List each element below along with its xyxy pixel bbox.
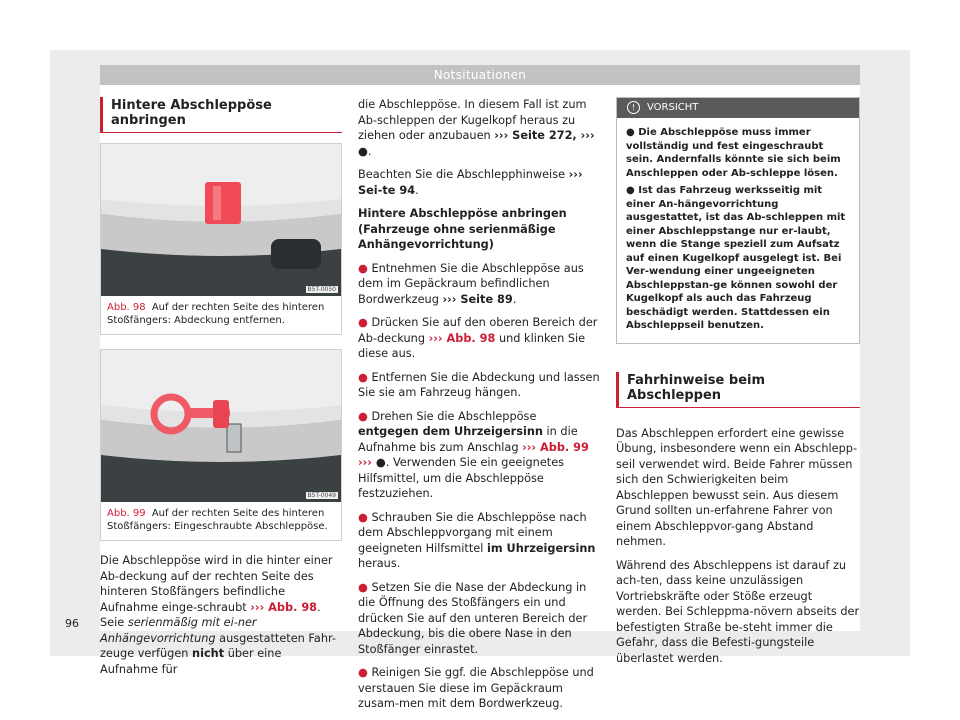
bullet-icon: ●: [358, 316, 368, 329]
text-run: Schrauben Sie die Abschleppöse nach dem Abschleppvorgang mit einem geeigneten Hilfsmittel: [358, 510, 587, 555]
text-run: . Verwenden Sie ein geeignetes Hilfsmittel, um die Abschleppöse festzuziehen.: [358, 456, 565, 500]
towing-eye-image: [101, 350, 341, 502]
text-run: Ist das Fahrzeug werksseitig mit einer An-hängevorrichtung ausgestattet, ist das Ab-schleppen mit einer Abschleppstange nur er-laubt, wenn die Stange speziell zum Aufsatz auf einen Kugelkopf ausgelegt ist. Bei Ver-wendung einer ungeeigneten Abschleppstan-ge können sowohl der Kugelkopf als auch das Fahrzeug beschädigt werden. Stattdessen ein Abschleppseil benutzen.: [626, 185, 846, 331]
text-run: im Uhrzeigersinn: [486, 541, 596, 555]
bullet-icon: ●: [358, 409, 368, 423]
text-run: Drehen Sie die Abschleppöse: [371, 409, 537, 423]
section-title: [616, 372, 860, 408]
section-heading: Hintere Abschleppöse anbringen: [111, 98, 272, 128]
bullet-icon: ●: [358, 580, 368, 594]
image-code: B5T-0049: [307, 492, 336, 499]
image-code: B5T-0050: [307, 286, 336, 293]
text-run: . Seie: [100, 600, 321, 629]
page-number: 96: [65, 617, 79, 630]
paragraph: Während des Abschleppens ist darauf zu ach-ten, dass keine unzulässigen Vortriebskräfte oder Stöße erzeugt werden. Bei Schleppma-növern abseits der befestigten Straße be-steht immer die Gefahr, dass die Befesti-gungsteile überlastet werden.: [616, 558, 860, 665]
text-run: über eine Aufnahme für: [100, 647, 282, 676]
text-run: heraus.: [358, 557, 401, 570]
list-item: [358, 665, 600, 712]
figure-caption: [101, 502, 341, 540]
list-item: [358, 510, 600, 572]
caution-item: [626, 184, 850, 333]
cross-ref-link[interactable]: ››› Abb. 99 ›››: [358, 440, 589, 469]
intro-paragraph: [100, 553, 342, 677]
text-run: Drücken Sie auf den oberen Bereich der Ab-deckung: [358, 316, 598, 345]
list-item: [358, 370, 600, 401]
text-run: und klinken Sie diese aus.: [358, 331, 586, 360]
text-run: Die Abschleppöse muss immer vollständig und fest eingeschraubt sein. Andernfalls könnte sie sich beim Anschleppen oder Ab-schleppe lösen.: [626, 127, 841, 179]
text-run: in die Aufnahme bis zum Anschlag: [358, 425, 578, 454]
figure-caption: [101, 296, 341, 334]
bullet-icon: ●: [626, 127, 635, 138]
list-item: [358, 409, 600, 502]
warning-circle-icon: ●: [358, 144, 368, 158]
caution-header: [617, 98, 859, 118]
cross-ref-link[interactable]: ››› Seite 272, ›››: [494, 129, 595, 142]
cross-ref-link[interactable]: ››› Abb. 98: [428, 331, 496, 345]
cross-ref-link[interactable]: ››› Abb. 98: [250, 600, 318, 614]
text-run: Entfernen Sie die Abdeckung und lassen Sie sie am Fahrzeug hängen.: [358, 370, 600, 399]
text-run: .: [512, 292, 517, 306]
list-item: [358, 261, 600, 308]
figure-label: Abb. 99: [107, 508, 146, 519]
subheading: Hintere Abschleppöse anbringen (Fahrzeuge ohne serienmäßige Anhängevorrichtung): [358, 207, 567, 251]
column-middle: [358, 97, 600, 720]
bullet-icon: ●: [358, 370, 368, 384]
chapter-header: Notsituationen: [100, 65, 860, 85]
caution-item: [626, 126, 850, 180]
text-run: Setzen Sie die Nase der Abdeckung in die Öffnung des Stoßfängers ein und drücken Sie auf den unteren Bereich der Abdeckung, bis die obere Nase in den Stoßfänger einrastet.: [358, 580, 588, 656]
text-run: Reinigen Sie ggf. die Abschleppöse und verstauen Sie diese im Gepäckraum zusam-men mit dem Bordwerkzeug.: [358, 666, 594, 710]
cross-ref-link[interactable]: ››› Seite 89: [442, 292, 513, 306]
text-run: ausgestatteten Fahr-zeuge verfügen: [100, 631, 336, 660]
section-title: [100, 97, 342, 133]
column-left: [100, 97, 342, 685]
text-run: entgegen dem Uhrzeigersinn: [358, 425, 543, 438]
caption-text: Auf der rechten Seite des hinteren Stoßfängers: Eingeschraubte Abschleppöse.: [107, 508, 328, 532]
list-item: [358, 315, 600, 362]
bullet-icon: ●: [358, 510, 368, 524]
text-run: Die Abschleppöse wird in die hinter einer Ab-deckung auf der rechten Seite des hinteren Stoßfängers befindliche Aufnahme einge-schraubt: [100, 554, 333, 614]
paragraph: [358, 167, 600, 198]
caution-title: VORSICHT: [647, 102, 699, 113]
caption-text: Auf der rechten Seite des hinteren Stoßfängers: Abdeckung entfernen.: [107, 302, 325, 326]
warning-circle-icon: ●: [375, 456, 386, 469]
caution-box: [616, 97, 860, 344]
text-run: nicht: [192, 647, 225, 660]
bullet-icon: ●: [626, 185, 635, 196]
figure-98: [100, 143, 342, 335]
figure-label: Abb. 98: [107, 302, 146, 313]
caution-body: [617, 118, 859, 343]
text-run: .: [367, 144, 372, 158]
text-run: serienmäßig mit ei-ner Anhängevorrichtung: [100, 616, 257, 645]
bullet-icon: ●: [358, 666, 368, 679]
figure-99: [100, 349, 342, 541]
bumper-cover-image: [101, 144, 341, 296]
text-run: .: [415, 183, 419, 197]
list-item: [358, 580, 600, 658]
paragraph: Das Abschleppen erfordert eine gewisse Übung, insbesondere wenn ein Abschlepp-seil verwendet wird. Beide Fahrer müssen sich den Schwierigkeiten beim Abschleppen bewusst sein. Aus diesem Grund sollten un-erfahrene Fahrer von einem Abschleppvor-gang Abstand nehmen.: [616, 426, 858, 548]
text-run: die Abschleppöse. In diesem Fall ist zum Ab-schleppen der Kugelkopf heraus zu ziehen oder anzubauen: [358, 98, 587, 142]
paragraph: [358, 97, 600, 159]
text-run: Entnehmen Sie die Abschleppöse aus dem im Gepäckraum befindlichen Bordwerkzeug: [358, 261, 584, 306]
bullet-icon: ●: [358, 261, 368, 275]
exclamation-icon: !: [627, 101, 640, 114]
cross-ref-link[interactable]: ››› Sei-te 94: [358, 168, 583, 197]
text-run: Beachten Sie die Abschlepphinweise: [358, 168, 569, 181]
section-heading: Fahrhinweise beim Abschleppen: [627, 372, 766, 403]
column-right: [616, 97, 860, 674]
